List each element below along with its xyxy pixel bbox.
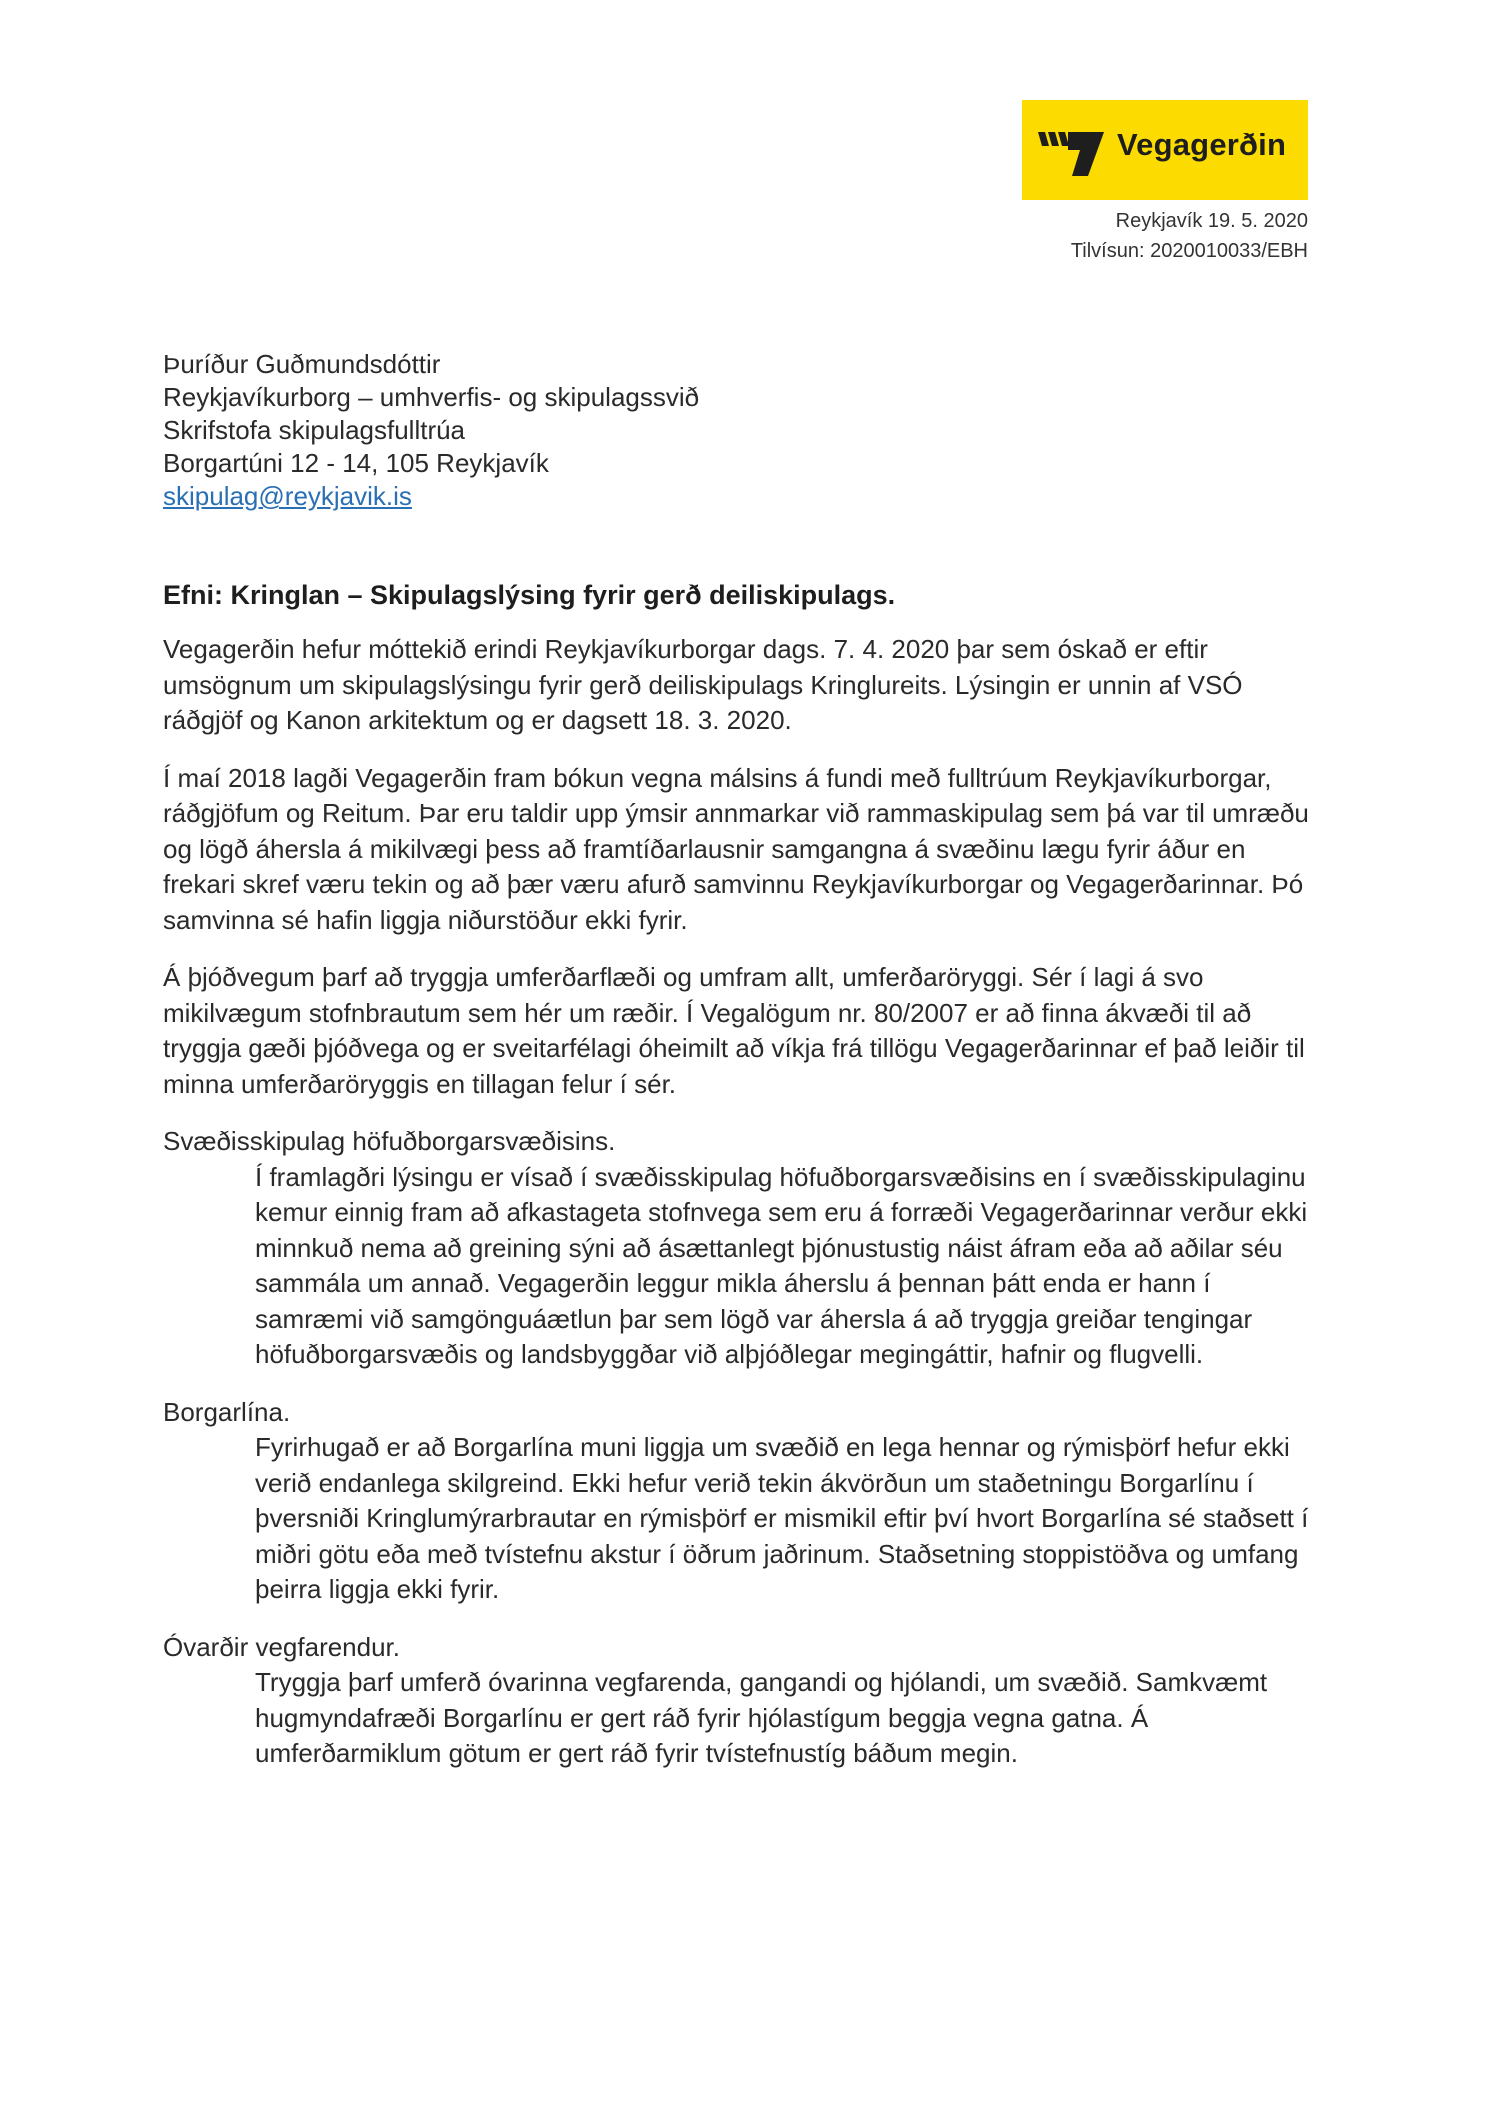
- place-date: Reykjavík 19. 5. 2020: [1115, 210, 1308, 232]
- section-borgarlina: [163, 1395, 1323, 1608]
- section-vulnerable-road-users: [163, 1630, 1323, 1772]
- recipient-street: Borgartúni 12 - 14, 105 Reykjavík: [163, 448, 549, 478]
- vegagerdin-logo: [1022, 100, 1308, 200]
- body-paragraph: Í maí 2018 lagði Vegagerðin fram bókun vegna málsins á fundi með fulltrúum Reykjavíkurborgar, ráðgjöfum og Reitum. Þar eru taldir upp ýmsir annmarkar við rammaskipulag sem þá var til umræðu og lögð áhersla á mikilvægi þess að framtíðarlausnir samgangna á svæðinu lægu fyrir áður en frekari skref væru tekin og að þær væru afurð samvinnu Reykjavíkurborgar og Vegagerðarinnar. Þó samvinna sé hafin liggja niðurstöður ekki fyrir.: [163, 762, 1309, 935]
- recipient-email-link[interactable]: skipulag@reykjavik.is: [163, 481, 412, 511]
- logo-wordmark: Vegagerðin: [1117, 127, 1287, 162]
- recipient-name: Þuríður Guðmundsdóttir: [163, 349, 441, 379]
- section-text: Tryggja þarf umferð óvarinna vegfarenda, gangandi og hjólandi, um svæðið. Samkvæmt hugmyndafræði Borgarlínu er gert ráð fyrir hjólastígum beggja vegna gatna. Á umferðarmiklum götum er gert ráð fyrir tvístefnustíg báðum megin.: [255, 1667, 1268, 1768]
- body-paragraph: Á þjóðvegum þarf að tryggja umferðarflæði og umfram allt, umferðaröryggi. Sér í lagi á svo mikilvægum stofnbrautum sem hér um ræðir. Í Vegalögum nr. 80/2007 er að finna ákvæði til að tryggja gæði þjóðvega og er sveitarfélagi óheimilt að víkja frá tillögu Vegagerðarinnar ef það leiðir til minna umferðaröryggis en tillagan felur í sér.: [163, 962, 1305, 1099]
- section-title: Óvarðir vegfarendur.: [163, 1631, 401, 1662]
- section-text: Fyrirhugað er að Borgarlína muni liggja um svæðið en lega hennar og rýmisþörf hefur ekki verið endanlega skilgreind. Ekki hefur verið tekin ákvörðun um staðetningu Borgarlínu í þversniði Kringlumýrarbrautar en rýmisþörf er mismikil eftir því hvort Borgarlína sé staðsett í miðri götu eða með tvístefnu akstur í öðrum jaðrinum. Staðsetning stoppistöðva og umfang þeirra liggja ekki fyrir.: [255, 1432, 1309, 1604]
- recipient-address: [163, 348, 699, 513]
- recipient-office: Skrifstofa skipulagsfulltrúa: [163, 415, 466, 445]
- section-text: Í framlagðri lýsingu er vísað í svæðisskipulag höfuðborgarsvæðisins en í svæðisskipulaginu kemur einnig fram að afkastageta stofnvega sem eru á forræði Vegagerðarinnar verður ekki minnkuð nema að greining sýni að ásættanlegt þjónustustig náist áfram eða að aðilar séu sammála um annað. Vegagerðin leggur mikla áherslu á þennan þátt enda er hann í samræmi við samgönguáætlun þar sem lögð var áhersla á að tryggja greiðar tengingar höfuðborgarsvæðis og landsbyggðar við alþjóðlegar megingáttir, hafnir og flugvelli.: [255, 1161, 1308, 1369]
- recipient-organization: Reykjavíkurborg – umhverfis- og skipulagssvið: [163, 382, 700, 412]
- letter-subject: Efni: Kringlan – Skipulagslýsing fyrir gerð deiliskipulags.: [163, 580, 896, 610]
- body-paragraph: Vegagerðin hefur móttekið erindi Reykjavíkurborgar dags. 7. 4. 2020 þar sem óskað er eftir umsögnum um skipulagslýsingu fyrir gerð deiliskipulags Kringlureits. Lýsingin er unnin af VSÓ ráðgjöf og Kanon arkitektum og er dagsett 18. 3. 2020.: [163, 634, 1243, 735]
- reference-number: Tilvísun: 2020010033/EBH: [1070, 240, 1308, 262]
- section-title: Svæðisskipulag höfuðborgarsvæðisins.: [163, 1126, 616, 1156]
- section-title: Borgarlína.: [163, 1396, 291, 1427]
- letter-meta: [1071, 206, 1308, 266]
- letter-body: [163, 632, 1323, 1794]
- vegagerdin-stripes-icon: [1036, 124, 1106, 178]
- section-regional-plan: [163, 1124, 1323, 1373]
